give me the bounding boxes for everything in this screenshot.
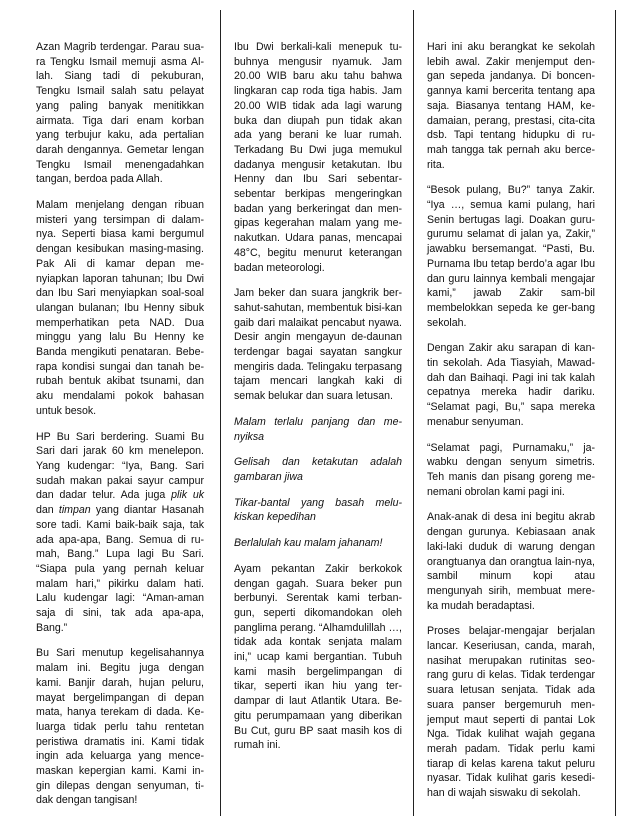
paragraph-text: Azan Magrib terdengar. Parau sua-ra Tengku Ismail memuji asma Al-lah. Siang tadi di pekuburan, Tengku Ismail salah satu pelayat yang paling banyak menitikkan airmata. Tiga dari enam korban yang terbujur kaku, ada pertalian darah dengannya. Gemetar lengan Tengku Ismail menengadahkan tangan, berdoa pada Allah.	[36, 41, 204, 186]
paragraph	[234, 286, 402, 404]
paragraph	[234, 536, 402, 551]
paragraph-text: Malam menjelang dengan ribuan misteri yang tersimpan di dalam-nya. Seperti biasa kami bergumul dengan kesibukan masing-masing. Pak Ali di kamar depan me-nyiapkan laporan tahunan; Ibu Dwi dan Ibu Sari menyiapkan soal-soal ulangan bulanan; Ibu Henny sibuk memperhatikan peta NAD. Dua minggu yang lalu Bu Henny ke Banda mengikuti penataran. Bebe-rapa kondisi sungai dan tanah be-rubah bentuk akibat tsunami, dan aku mendalami pokok bahasan untuk besok.	[36, 199, 204, 417]
paragraph	[36, 646, 204, 808]
paragraph	[427, 183, 595, 330]
paragraph	[427, 510, 595, 613]
paragraph-text: “Selamat pagi, Purnamaku,” ja-wabku dengan senyum simetris. Teh manis dan pisang goreng me-nemani obrolan kami pagi ini.	[427, 441, 595, 498]
paragraph-text: dan	[36, 504, 59, 517]
italic-text: timpan	[58, 504, 91, 517]
column-divider-2	[413, 10, 414, 816]
column-divider-3	[615, 10, 616, 816]
text-column-middle	[234, 40, 402, 764]
paragraph-text: HP Bu Sari berdering. Suami Bu Sari dari jarak 60 km menelepon. Yang kudengar: “Iya, Bang. Sari sudah makan pakai sayur campur dan dadar telur. Ada juga	[36, 430, 204, 502]
paragraph-text: yang diantar Hasanah sore tadi. Kami baik-baik saja, tak ada apa-apa, Bang. Semua di ru-mah, Bang.” Lupa lagi Bu Sari. “Siapa pula yang pernah keluar malam hari,” pikirku dalam hati. Lalu kudengar lagi: “Aman-aman saja di sini, tak ada apa-apa, Bang.”	[36, 504, 204, 634]
paragraph	[234, 40, 402, 275]
italic-text: Malam terlalu panjang dan me-nyiksa	[234, 415, 402, 443]
paragraph-text: Ayam pekantan Zakir berkokok dengan gagah. Suara beker pun berbunyi. Serentak kami terban-gun, seperti dikomandokan oleh panglima perang. “Alhamdulillah …, tidak ada kontak senjata malam ini,” ucap kami bergantian. Tubuh kami masih bergelimpangan di tikar, seperti ikan hiu yang ter-dampar di laut Atlantik Utara. Be-gitu perumpamaan yang diberikan Bu Cut, guru BP saat masih kos di rumah ini.	[234, 562, 402, 752]
text-column-left	[36, 40, 204, 819]
italic-text: Berlalulah kau malam jahanam!	[234, 537, 383, 550]
paragraph	[427, 624, 595, 800]
text-column-right	[427, 40, 595, 812]
paragraph-text: Bu Sari menutup kegelisahannya malam ini. Begitu juga dengan kami. Banjir darah, hujan peluru, mayat bergelimpangan di depan mata, hanya terekam di dada. Ke-luarga tidak perlu tahu rentetan peristiwa dramatis ini. Kami tidak ingin ada keluarga yang mence-maskan kepergian kami. Kami in-gin dilepas dengan senyuman, ti-dak dengan tangisan!	[36, 647, 204, 807]
paragraph	[36, 40, 204, 187]
paragraph-text: Anak-anak di desa ini begitu akrab dengan gurunya. Kebiasaan anak laki-laki duduk di warung dengan orangtuanya dan orangtua lain-nya, sambil minum kopi atau mengunyah sirih, membuat mere-ka mudah beradaptasi.	[427, 511, 595, 612]
paragraph-text: Hari ini aku berangkat ke sekolah lebih awal. Zakir menjemput den-gan sepeda jandanya. Di boncen-gannya kami bercerita tentang apa saja. Biasanya tentang HAM, ke-damaian, perang, prestasi, cita-cita dsb. Tapi tentang hidupku di ru-mah tangga tak pernah aku berce-rita.	[427, 41, 595, 171]
paragraph	[234, 496, 402, 525]
paragraph-text: “Besok pulang, Bu?” tanya Zakir. “Iya …, semua kami pulang, hari Senin bertugas lagi. Doakan guru-gurumu selamat di jalan ya, Zakir,” jawabku bersemangat. “Pasti, Bu. Purnama Ibu tetap berdo’a agar Ibu dan guru lainnya kembali mengajar kami,” jawab Zakir sam-bil membelokkan sepeda ke ger-bang sekolah.	[427, 184, 595, 329]
paragraph	[234, 562, 402, 753]
paragraph	[234, 455, 402, 484]
paragraph	[36, 430, 204, 636]
paragraph	[234, 415, 402, 444]
paragraph	[36, 198, 204, 419]
italic-text: Gelisah dan ketakutan adalah gambaran jiwa	[234, 456, 402, 483]
paragraph	[427, 441, 595, 500]
paragraph-text: Proses belajar-mengajar berjalan lancar. Keseriusan, canda, marah, nasihat merupakan rutinitas seo-rang guru di kelas. Tidak terdengar suara letusan senjata. Tidak ada suara panser bergemuruh men-jemput maut seperti di pantai Lok Nga. Tidak kulihat wajah gegana merah padam. Tidak perlu kami tiarap di kelas karena takut peluru nyasar. Tidak kulihat garis kesedi-han di wajah siswaku di sekolah.	[427, 625, 595, 800]
paragraph-text: Ibu Dwi berkali-kali menepuk tu-buhnya mengusir nyamuk. Jam 20.00 WIB baru aku tahu bahwa lingkaran cap roda tiga habis. Jam 20.00 WIB tidak ada lagi warung buka dan diupah pun tidak akan ada yang berani ke luar rumah. Terkadang Bu Dwi juga memukul dadanya mengusir ketakutan. Ibu Henny dan Ibu Sari sebentar-sebentar berkipas mengeringkan badan yang berkeringat dan men-gipas kegerahan malam yang me-nakutkan. Udara panas, mencapai 48°C, begitu menurut keterangan badan meteorologi.	[234, 41, 402, 274]
paragraph	[427, 40, 595, 172]
italic-text: plik uk	[171, 489, 205, 502]
paragraph-text: Jam beker dan suara jangkrik ber-sahut-sahutan, membentuk bisi-kan gaib dari malaikat pencabut nyawa. Desir angin mengayun de-daunan terdengar bagai sayatan sangkur mengiris dada. Telingaku terpasang tajam mencari langkah kaki di semak belukar dan suara letusan.	[234, 287, 402, 403]
paragraph	[427, 341, 595, 429]
italic-text: Tikar-bantal yang basah melu-kiskan kepedihan	[234, 496, 402, 524]
paragraph-text: Dengan Zakir aku sarapan di kan-tin sekolah. Ada Tiasyiah, Mawad-dah dan Baihaqi. Pagi ini tak kalah cepatnya mereka hadir dariku. “Selamat pagi, Bu,” sapa mereka menabur senyuman.	[427, 342, 595, 428]
column-divider-1	[220, 10, 221, 816]
